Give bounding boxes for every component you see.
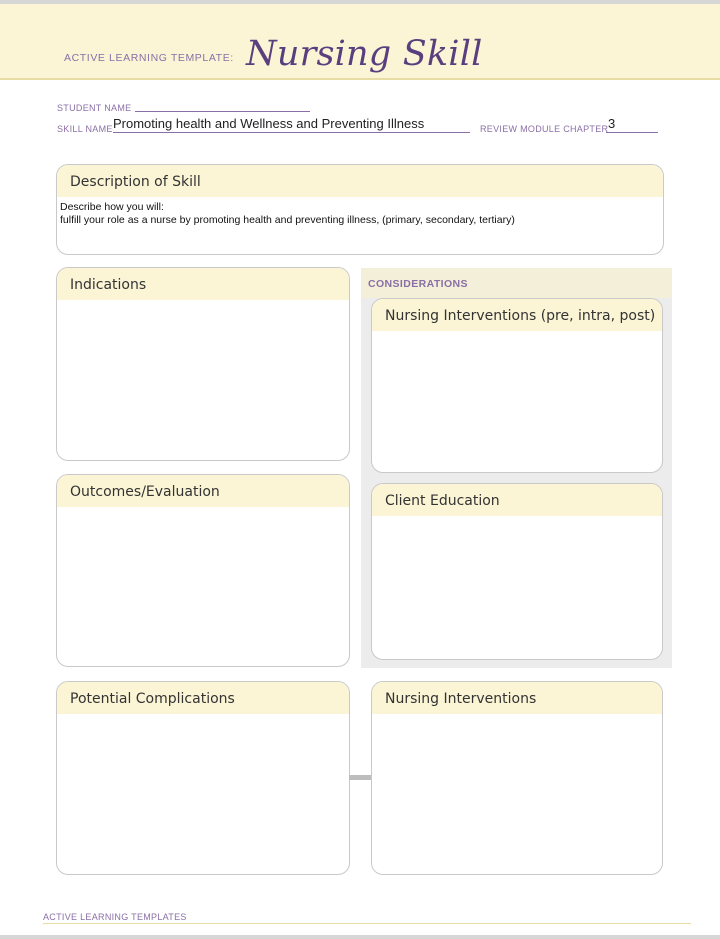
skill-name-field[interactable]: [113, 132, 470, 133]
complication-interventions-heading: Nursing Interventions: [372, 682, 662, 714]
outcomes-box[interactable]: [56, 474, 350, 667]
complications-box[interactable]: [56, 681, 350, 875]
considerations-label: CONSIDERATIONS: [368, 278, 468, 290]
skill-name-value: Promoting health and Wellness and Preventing Illness: [113, 116, 425, 131]
footer-divider: [43, 923, 691, 924]
complications-heading: Potential Complications: [57, 682, 349, 714]
review-module-label: REVIEW MODULE CHAPTER: [480, 124, 609, 134]
description-box[interactable]: [56, 164, 664, 255]
nursing-interventions-box[interactable]: [371, 298, 663, 473]
bottom-border: [0, 935, 720, 939]
header-divider: [0, 78, 720, 80]
page-title: Nursing Skill: [246, 34, 483, 74]
connector-bar: [349, 775, 371, 780]
review-module-value: 3: [608, 116, 616, 131]
nursing-interventions-heading: Nursing Interventions (pre, intra, post): [372, 299, 662, 331]
indications-heading: Indications: [57, 268, 349, 300]
description-heading: Description of Skill: [57, 165, 663, 197]
student-name-field[interactable]: [135, 111, 310, 112]
indications-box[interactable]: [56, 267, 350, 461]
client-education-box[interactable]: [371, 483, 663, 660]
footer-label: ACTIVE LEARNING TEMPLATES: [43, 912, 187, 922]
skill-name-label: SKILL NAME: [57, 124, 113, 134]
description-answer: fulfill your role as a nurse by promoting health and preventing illness, (primary, secondary, tertiary): [60, 214, 515, 226]
description-prompt: Describe how you will:: [60, 201, 164, 213]
client-education-heading: Client Education: [372, 484, 662, 516]
complication-interventions-box[interactable]: [371, 681, 663, 875]
student-name-label: STUDENT NAME: [57, 103, 132, 113]
description-content: [57, 197, 663, 227]
outcomes-heading: Outcomes/Evaluation: [57, 475, 349, 507]
review-module-field[interactable]: [606, 132, 658, 133]
template-label: ACTIVE LEARNING TEMPLATE:: [64, 52, 234, 64]
